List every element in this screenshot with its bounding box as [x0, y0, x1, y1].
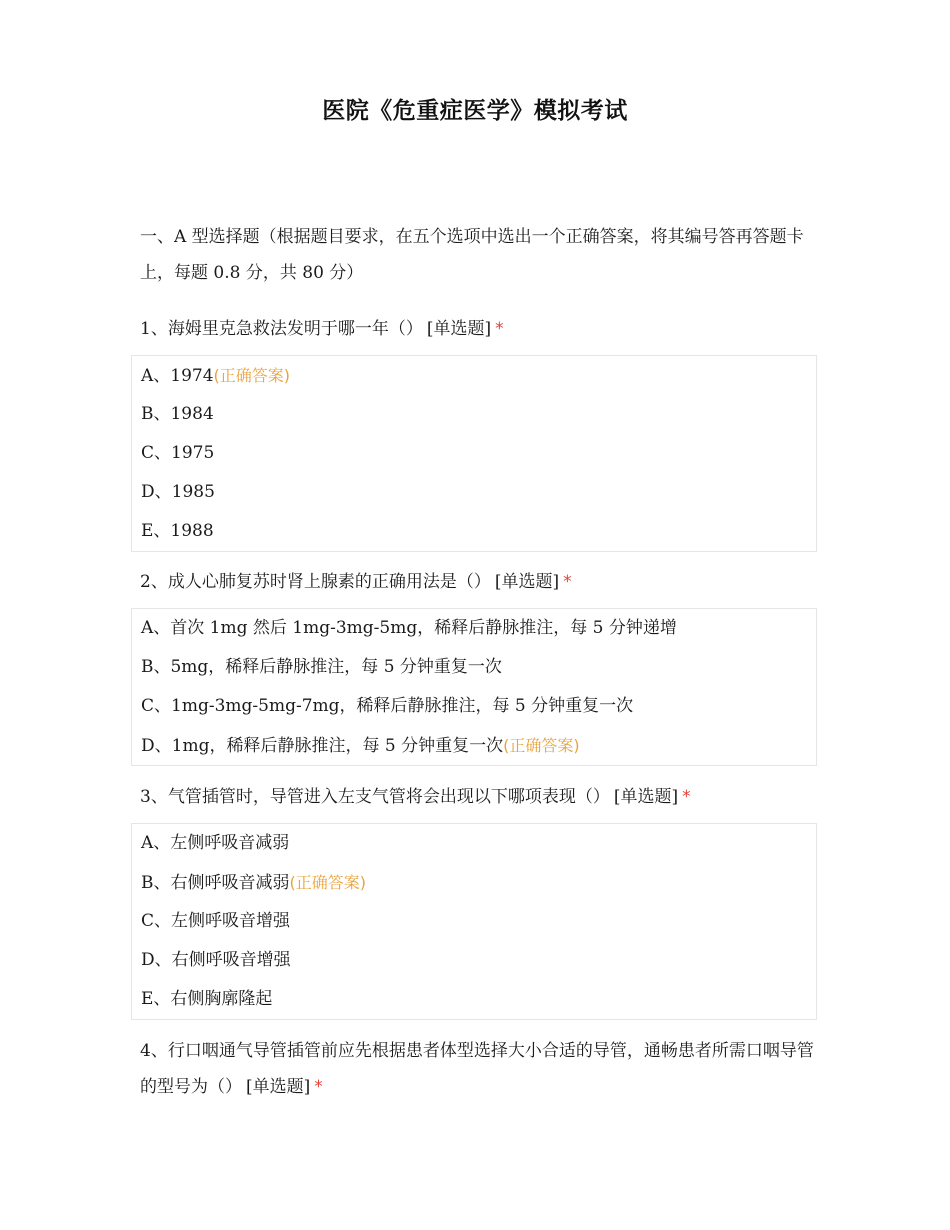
question-2-text: 2、成人心肺复苏时肾上腺素的正确用法是（） — [140, 572, 491, 592]
question-3-options — [131, 823, 817, 1020]
option-2b[interactable] — [141, 648, 816, 687]
option-label: A、左侧呼吸音减弱 — [141, 833, 290, 853]
correct-answer-badge: (正确答案) — [503, 736, 580, 755]
option-label: D、右侧呼吸音增强 — [141, 950, 291, 970]
required-marker: * — [682, 787, 691, 807]
option-3a[interactable] — [141, 824, 816, 863]
question-4 — [140, 1033, 820, 1105]
question-1-type: [单选题] — [426, 319, 492, 339]
required-marker: * — [495, 319, 504, 339]
question-2-type: [单选题] — [494, 572, 560, 592]
option-label: B、1984 — [141, 404, 214, 424]
correct-answer-badge: (正确答案) — [289, 873, 366, 892]
option-1e[interactable] — [141, 512, 816, 551]
section-intro: 一、A 型选择题（根据题目要求，在五个选项中选出一个正确答案，将其编号答再答题卡上，每题 0.8 分，共 80 分） — [140, 227, 804, 283]
option-1b[interactable] — [141, 395, 816, 434]
correct-answer-badge: (正确答案) — [213, 366, 291, 385]
page-title: 医院《危重症医学》模拟考试 — [322, 98, 628, 124]
option-2c[interactable] — [141, 687, 816, 726]
question-1-text: 1、海姆里克急救法发明于哪一年（） — [140, 319, 423, 339]
option-label: D、1mg，稀释后静脉推注，每 5 分钟重复一次 — [141, 736, 504, 756]
option-1c[interactable] — [141, 434, 816, 473]
question-2 — [140, 564, 820, 600]
question-2-options — [131, 608, 817, 766]
question-4-type: [单选题] — [246, 1077, 311, 1097]
option-label: C、左侧呼吸音增强 — [141, 911, 291, 931]
option-label: C、1975 — [141, 443, 215, 463]
required-marker: * — [314, 1077, 323, 1097]
option-label: B、5mg，稀释后静脉推注，每 5 分钟重复一次 — [141, 657, 502, 677]
question-3-text: 3、气管插管时，导管进入左支气管将会出现以下哪项表现（） — [140, 787, 610, 807]
option-label: B、右侧呼吸音减弱 — [141, 873, 290, 893]
question-3 — [140, 779, 820, 815]
option-1a[interactable] — [141, 356, 816, 395]
required-marker: * — [563, 572, 572, 592]
question-4-text: 4、行口咽通气导管插管前应先根据患者体型选择大小合适的导管，通畅患者所需口咽导管的型号为（） — [140, 1041, 814, 1097]
option-3b[interactable] — [141, 863, 816, 902]
option-2d[interactable] — [141, 726, 816, 765]
question-3-type: [单选题] — [613, 787, 679, 807]
option-3e[interactable] — [141, 980, 816, 1019]
option-2a[interactable] — [141, 609, 816, 648]
option-label: C、1mg-3mg-5mg-7mg，稀释后静脉推注，每 5 分钟重复一次 — [141, 696, 634, 716]
option-label: A、首次 1mg 然后 1mg-3mg-5mg，稀释后静脉推注，每 5 分钟递增 — [141, 618, 677, 638]
option-label: E、右侧胸廓隆起 — [141, 989, 273, 1009]
question-1 — [140, 311, 820, 347]
question-1-options — [131, 355, 817, 552]
option-label: A、1974 — [141, 366, 214, 386]
option-label: E、1988 — [141, 521, 214, 541]
option-1d[interactable] — [141, 473, 816, 512]
option-3d[interactable] — [141, 941, 816, 980]
option-3c[interactable] — [141, 902, 816, 941]
option-label: D、1985 — [141, 482, 215, 502]
